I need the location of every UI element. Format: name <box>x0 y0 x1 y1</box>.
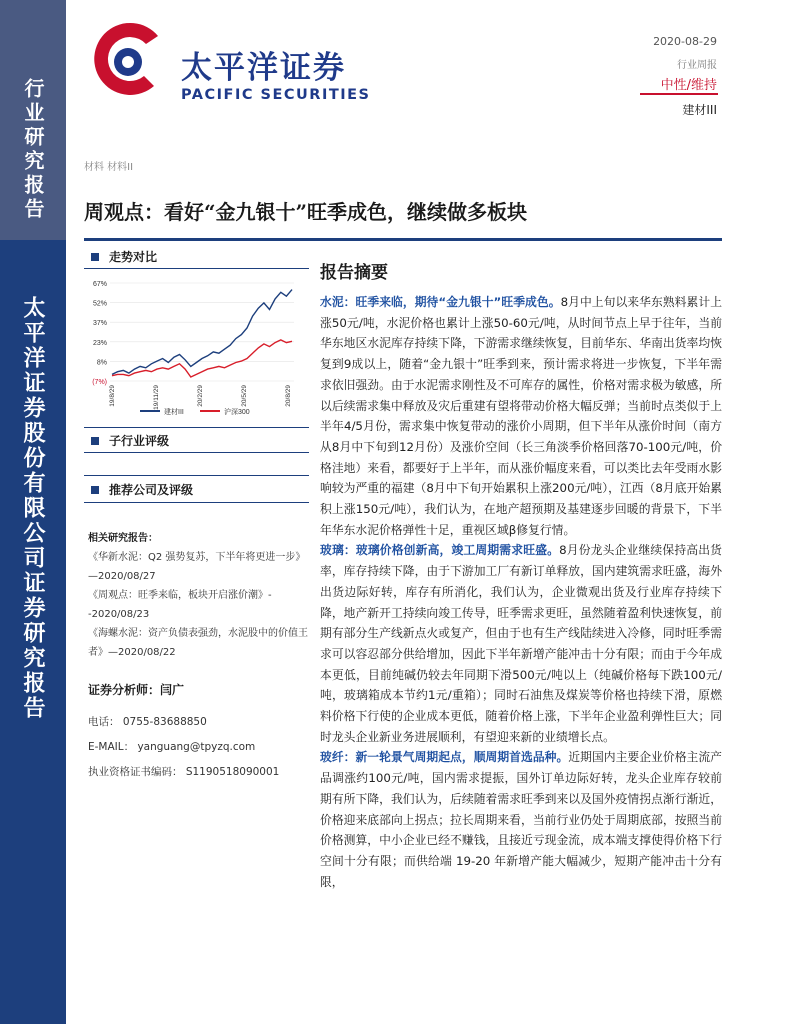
analyst-email[interactable]: E-MAIL： yanguang@tpyzq.com <box>88 741 256 753</box>
subindustry-section-title: 子行业评级 <box>109 434 170 448</box>
analyst-info <box>88 681 308 789</box>
y-tick-label: 52% <box>92 300 107 308</box>
summary-heading: 报告摘要 <box>320 263 388 283</box>
y-tick-label: 37% <box>92 320 107 328</box>
related-report-item[interactable]: 《海螺水泥：资产负债表强劲，水泥股中的价值王者》—2020/08/22 <box>88 628 308 658</box>
x-tick-label: 19/8/29 <box>109 385 116 407</box>
recommend-top-divider <box>84 475 309 476</box>
x-tick-label: 20/8/29 <box>285 385 292 407</box>
paragraph-text: 8月中上旬以来华东熟料累计上涨50元/吨，水泥价格也累计上涨50-60元/吨，从时间节点上早于往年，当前华东地区水泥库存持续下降，下游需求继续恢复，目前华东、华南出货率均恢复到9成以上，随着“金九银十”旺季到来，预计需求将进一步恢复，下半年需求依旧强劲。由于水泥需求刚性及不可库存的属性，价格对需求极为敏感，所以后续需求集中释放及灾后重建有望将带动价格大幅反弹；当前时点类似于上半年4/5月份，需求集中恢复带动的涨价小周期，但下半年从涨价时间（南方从8月中下旬到12月份）及涨价空间（长三角淡季价格回落70-100元/吨，价格洼地）来看，都要好于上半年，而从涨价幅度来看，可以类比去年受雨水影响较为严重的福建（8月中下旬开始累积上涨200元/吨），江西（8月底开始累积上涨150元/吨），我们认为，在地产超预期及基建逐步回暖的背景下，下半年华东水泥价格弹性十足，重视区域β修复行情。 <box>320 295 722 537</box>
recommend-section-title: 推荐公司及评级 <box>109 483 194 497</box>
trend-chart-svg <box>84 275 309 425</box>
bullet-square-icon <box>91 486 99 494</box>
legend-label: 建材III <box>164 409 184 416</box>
related-report-item[interactable]: 《华新水泥：Q2 强势复苏，下半年将更进一步》—2020/08/27 <box>88 552 306 582</box>
analyst-name: 证券分析师：闫广 <box>88 683 185 697</box>
summary-body <box>320 292 722 892</box>
trend-section-heading <box>91 248 157 265</box>
paragraph-text: 8月份龙头企业继续保持高出货率，库存持续下降，由于下游加工厂有新订单释放，国内建筑需求旺盛，海外出货边际好转，库存有所消化，我们认为，企业微观出货及行业库存持续下降，地产新开工持续向竣工传导，旺季需求更旺，虽然随着盈利快速恢复，前期有部分生产线新点火或复产，但由于也有生产线陆续进入冷修，同时旺季需求可以容忍部分供给增加，因此下半年新增产能冲击十分有限；而由于今年成本更低，目前纯碱仍较去年同期下滑500元/吨以上（纯碱价格每下跌100元/吨，玻璃箱成本节约1元/重箱）；同时石油焦及煤炭等价格也持续下滑，原燃料价格下行使的企业成本更低，随着价格上涨，下半年企业盈利弹性巨大；同时龙头企业新业务进展顺利，有望迎来新的业绩增长点。 <box>320 543 722 744</box>
rating-divider <box>640 93 718 95</box>
trend-chart <box>84 275 309 425</box>
analyst-cert: 执业资格证书编码： S1190518090001 <box>88 766 280 778</box>
recommend-section-divider <box>84 502 309 503</box>
y-tick-label: 23% <box>92 339 107 347</box>
sidebar-bottom-text: 太平洋证券股份有限公司证券研究报告 <box>20 296 46 721</box>
related-reports-title: 相关研究报告： <box>88 533 158 544</box>
summary-paragraph <box>320 292 722 540</box>
brand-name-cn: 太平洋证券 <box>181 50 346 86</box>
analyst-phone: 电话： 0755-83688850 <box>88 716 207 728</box>
related-report-item[interactable]: 《周观点：旺季来临，板块开启涨价潮》--2020/08/23 <box>88 590 272 620</box>
sidebar-top-text: 行业研究报告 <box>21 78 45 222</box>
trend-section-title: 走势对比 <box>109 250 158 264</box>
x-tick-label: 20/5/29 <box>241 385 248 407</box>
report-type: 行业周报 <box>677 60 717 71</box>
brand-name-en: PACIFIC SECURITIES <box>181 87 371 103</box>
bullet-square-icon <box>91 437 99 445</box>
page-title: 周观点：看好“金九银十”旺季成色，继续做多板块 <box>84 200 528 224</box>
paragraph-lead: 水泥：旺季来临，期待“金九银十”旺季成色。 <box>320 295 561 309</box>
summary-paragraph <box>320 540 722 747</box>
subindustry-section-divider <box>84 452 309 453</box>
paragraph-text: 近期国内主要企业价格主流产品调涨约100元/吨，国内需求提振，国外订单边际好转，龙头企业库存较前期有所下降，我们认为，后续随着需求旺季到来以及国外疫情拐点渐行渐近，价格迎来底部向上拐点；拉长周期来看，当前行业仍处于周期底部，按照当前价格测算，中小企业已经不赚钱，且接近亏现金流，成本端支撑使得价格下行空间十分有限；而供给端 19-20 年新增产能大幅减少，短期产能冲击十分有限， <box>320 750 722 889</box>
y-tick-label: 8% <box>96 359 107 367</box>
report-date: 2020-08-29 <box>653 35 717 48</box>
recommend-section-heading <box>91 481 193 498</box>
report-sector: 建材III <box>682 103 717 117</box>
title-divider <box>84 238 722 241</box>
legend-label: 沪深300 <box>224 409 250 416</box>
breadcrumb: 材料 材料II <box>84 162 134 173</box>
y-tick-label: 67% <box>92 281 107 288</box>
x-tick-label: 20/2/29 <box>197 385 204 407</box>
summary-paragraph <box>320 747 722 892</box>
subindustry-section-heading <box>91 432 169 449</box>
bullet-square-icon <box>91 253 99 261</box>
report-rating: 中性/维持 <box>660 78 717 93</box>
x-tick-label: 19/11/29 <box>153 385 160 410</box>
y-tick-label: (7%) <box>92 379 107 386</box>
paragraph-lead: 玻璃：玻璃价格创新高，竣工周期需求旺盛。 <box>320 543 560 558</box>
company-logo <box>84 14 172 102</box>
paragraph-lead: 玻纤：新一轮景气周期起点，顺周期首选品种。 <box>320 750 569 765</box>
chart-bottom-divider <box>84 427 309 428</box>
related-reports <box>88 529 308 662</box>
trend-section-divider <box>84 268 309 269</box>
